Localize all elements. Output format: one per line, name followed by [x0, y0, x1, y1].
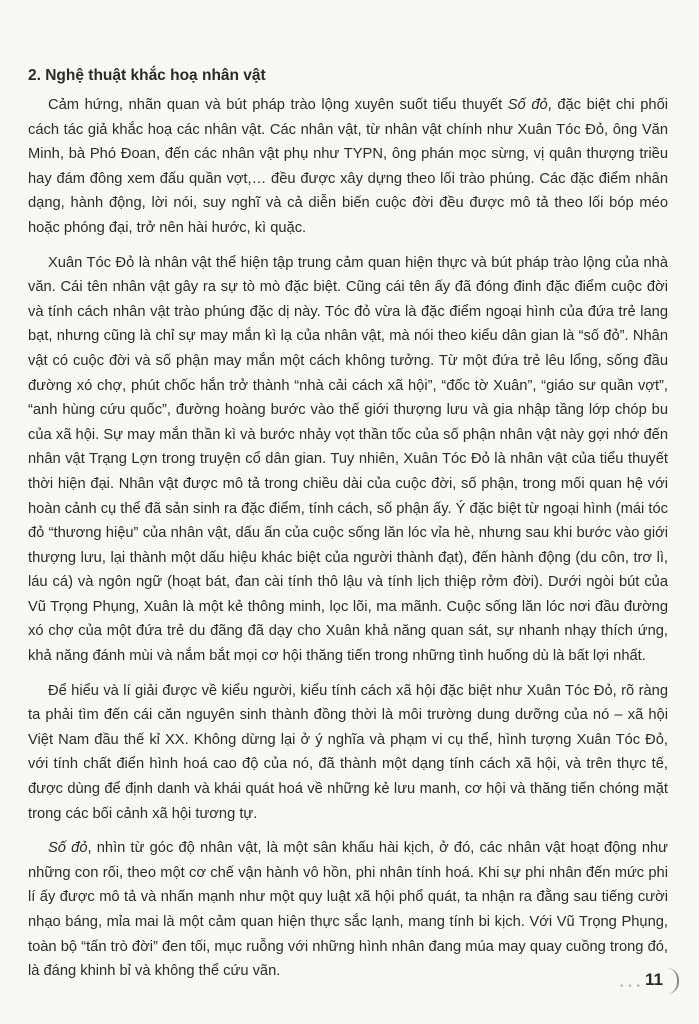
page-content: [28, 64, 668, 994]
paragraph-text: Để hiểu và lí giải được về kiểu người, kiểu tính cách xã hội đặc biệt như Xuân Tóc Đỏ, rõ ràng ta phải tìm đến cái căn nguyên sinh thành đồng thời là môi trường dung dưỡng của nó – xã hội Việt Nam đầu thế kỉ XX. Không dừng lại ở ý nghĩa và phạm vi cụ thể, hình tượng Xuân Tóc Đỏ, với tính chất điển hình hoá cao độ của nó, đã thành một dạng tính cách xã hội, và trên thực tế, được dùng để định danh và khái quát hoá về những kẻ lưu manh, cơ hội và thăng tiến chóng mặt trong các bối cảnh xã hội tương tự.: [28, 682, 668, 822]
paragraph-text: Cảm hứng, nhãn quan và bút pháp trào lộng xuyên suốt tiểu thuyết: [48, 97, 508, 113]
section-heading: 2. Nghệ thuật khắc hoạ nhân vật: [28, 67, 266, 84]
body-text: [28, 93, 668, 984]
paragraph: [28, 251, 668, 669]
paragraph: [28, 93, 668, 241]
italic-title: Số đỏ: [48, 840, 88, 857]
paragraph-text: , đặc biệt chi phối cách tác giả khắc hoạ các nhân vật. Các nhân vật, từ nhân vật chính như Xuân Tóc Đỏ, ông Văn Minh, bà Phó Đoan, đến các nhân vật phụ như TYPN, ông phán mọc sừng, vị quân thượng triều hay đám đông xem đấu quần vợt,… đều được xây dựng theo lối trào phúng. Các đặc điểm nhân dạng, hành động, lời nói, suy nghĩ và cả diễn biến cuộc đời đều được mô tả theo lối bóp méo hoặc phóng đại, trở nên hài hước, kì quặc.: [28, 97, 668, 236]
page-number-dots: • • •: [619, 981, 641, 992]
paragraph-text: , nhìn từ góc độ nhân vật, là một sân khấu hài kịch, ở đó, các nhân vật hoạt động như những con rối, theo một cơ chế vận hành vô hồn, phi nhân tính hoá. Khi sự phi nhân đến mức phi lí ấy được mô tả và nhấn mạnh như một quy luật xã hội phổ quát, ta nhận ra đằng sau tiếng cười nhạo báng, mỉa mai là một cảm quan hiện thực sắc lạnh, mang tính bi kịch. Với Vũ Trọng Phụng, toàn bộ “tấn trò đời” đen tối, mục ruỗng với những hình nhân đang múa may quay cuồng trong đó, là đáng khinh bỉ và không thể cứu vãn.: [28, 840, 669, 980]
page-number: 11: [645, 970, 663, 989]
paragraph: [28, 679, 668, 827]
italic-title: Số đỏ: [507, 97, 548, 113]
paragraph: [28, 836, 668, 984]
page-number-bracket: [667, 968, 679, 994]
paragraph-text: Xuân Tóc Đỏ là nhân vật thể hiện tập trung cảm quan hiện thực và bút pháp trào lộng của nhà văn. Cái tên nhân vật gây ra sự tò mò đặc biệt. Cũng cái tên ấy đã đóng đinh đặc điểm cuộc đời và tính cách nhân vật trào phúng đặc dị này. Tóc đỏ vừa là đặc điểm ngoại hình của đứa trẻ lang bạt, nhưng cũng là chỉ sự may mắn kì lạ của nhân vật, mà nói theo kiểu dân gian là “số đỏ”. Nhân vật có cuộc đời và số phận may mắn một cách không tưởng. Từ một đứa trẻ lêu lổng, sống đầu đường xó chợ, phút chốc hắn trở thành “nhà cải cách xã hội”, “đốc tờ Xuân”, “giáo sư quần vợt”, “anh hùng cứu quốc”, đường hoàng bước vào thế giới thượng lưu và gia nhập tầng lớp chóp bu của xã hội. Sự may mắn thần kì và bước nhảy vọt thần tốc của số phận nhân vật này gợi nhớ đến nhân vật Trạng Lợn trong truyện cổ dân gian. Tuy nhiên, Xuân Tóc Đỏ là nhân vật của tiểu thuyết thời hiện đại. Nhân vật được mô tả trong chiều dài của cuộc đời, số phận, trong mối quan hệ với hoàn cảnh cụ thể đã sản sinh ra đặc điểm, tính cách, số phận ấy. Ý đặc biệt từ ngoại hình (mái tóc đỏ “thương hiệu” của nhân vật, dấu ấn của cuộc sống lăn lóc vỉa hè, nhưng sau khi bước vào giới thượng lưu, lại thành một dấu hiệu khác biệt của người thành đạt), đến hành động (du côn, trơ lì, láu cá) và ngôn ngữ (hoạt bát, đan cài tính thô lậu và tính lịch thiệp rởm đời). Dưới ngòi bút của Vũ Trọng Phụng, Xuân là một kẻ thông minh, lọc lõi, ma mãnh. Cuộc sống lăn lóc nơi đầu đường xó chợ của một đứa trẻ du đãng đã dạy cho Xuân khả năng quan sát, sự nhanh nhạy thích ứng, khả năng đánh mùi và nắm bắt mọi cơ hội thăng tiến trong những tình huống dù là bất lợi nhất.: [28, 254, 668, 665]
